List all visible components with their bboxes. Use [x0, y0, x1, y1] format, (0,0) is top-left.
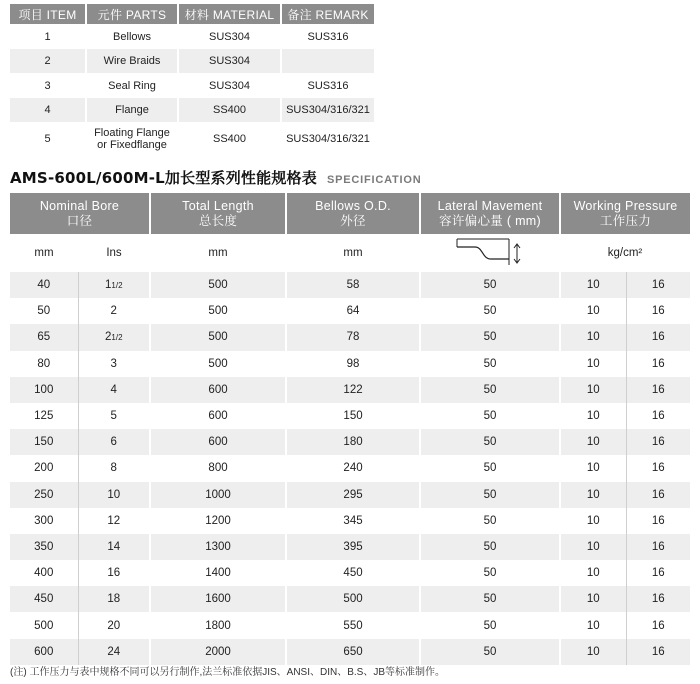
bore-ins: [78, 429, 150, 455]
bore-ins-whole: 2: [110, 305, 117, 318]
bore-ins: [78, 612, 150, 638]
bore-mm: 200: [10, 455, 78, 481]
header-remark: 备注 REMARK: [281, 4, 374, 24]
pressure-high: 16: [626, 455, 690, 481]
bore-ins-whole: 10: [107, 488, 121, 501]
spec-heading: [10, 167, 421, 189]
unit-ins: Ins: [78, 234, 150, 272]
table-row: [10, 508, 690, 534]
bellows-od: 295: [286, 482, 420, 508]
pressure-low: 10: [560, 351, 626, 377]
bore-mm: 450: [10, 586, 78, 612]
bore-mm: 400: [10, 560, 78, 586]
total-length: 500: [150, 324, 286, 350]
total-length: 2000: [150, 639, 286, 665]
part-remark: SUS316: [281, 73, 374, 98]
bore-mm: 65: [10, 324, 78, 350]
pressure-high: 16: [626, 403, 690, 429]
pressure-high: 16: [626, 272, 690, 298]
part-material: SUS304: [178, 73, 281, 98]
pressure-high: 16: [626, 482, 690, 508]
pressure-high: 16: [626, 351, 690, 377]
bore-mm: 300: [10, 508, 78, 534]
bore-mm: 500: [10, 612, 78, 638]
bore-ins: [78, 351, 150, 377]
pressure-low: 10: [560, 508, 626, 534]
bore-mm: 150: [10, 429, 78, 455]
bellows-od: 550: [286, 612, 420, 638]
lateral-diagram-cell: [420, 234, 560, 272]
header-lateral-movement-cn: 容许偏心量 ( mm): [439, 213, 541, 228]
bellows-od: 64: [286, 298, 420, 324]
bore-ins-fraction: 1/2: [111, 281, 123, 291]
parts-table: [10, 4, 374, 156]
header-lateral-movement: [420, 193, 560, 234]
lateral-movement: 50: [420, 298, 560, 324]
bellows-od: 180: [286, 429, 420, 455]
pressure-low: 10: [560, 298, 626, 324]
pressure-low: 10: [560, 324, 626, 350]
footnote: (注) 工作压力与表中规格不同可以另行制作,法兰标准依据JIS、ANSI、DIN、B.S、JB等标准制作。: [10, 667, 446, 678]
total-length: 600: [150, 403, 286, 429]
pressure-high: 16: [626, 429, 690, 455]
unit-od: mm: [286, 234, 420, 272]
part-name: [86, 122, 178, 156]
header-working-pressure-cn: 工作压力: [599, 213, 652, 228]
bore-ins-whole: 16: [107, 567, 121, 580]
header-bellows-od: [286, 193, 420, 234]
bore-ins-whole: 2: [104, 331, 112, 344]
bore-ins: [78, 455, 150, 481]
spec-title: AMS-600L/600M-L加长型系列性能规格表: [10, 169, 317, 187]
pressure-low: 10: [560, 560, 626, 586]
bellows-od: 345: [286, 508, 420, 534]
bellows-od: 450: [286, 560, 420, 586]
part-name: Bellows: [86, 24, 178, 49]
pressure-low: 10: [560, 429, 626, 455]
item-number: 1: [10, 24, 86, 49]
table-row: [10, 586, 690, 612]
item-number: 5: [10, 122, 86, 156]
bellows-od: 58: [286, 272, 420, 298]
pressure-high: 16: [626, 324, 690, 350]
total-length: 1300: [150, 534, 286, 560]
bellows-od: 122: [286, 377, 420, 403]
bore-mm: 600: [10, 639, 78, 665]
total-length: 1800: [150, 612, 286, 638]
pressure-low: 10: [560, 612, 626, 638]
lateral-movement: 50: [420, 403, 560, 429]
pressure-low: 10: [560, 534, 626, 560]
lateral-movement: 50: [420, 508, 560, 534]
lateral-movement: 50: [420, 351, 560, 377]
header-working-pressure: [560, 193, 690, 234]
bore-ins-whole: 6: [110, 436, 117, 449]
pressure-high: 16: [626, 534, 690, 560]
pressure-high: 16: [626, 639, 690, 665]
part-name: Wire Braids: [86, 49, 178, 73]
units-row: [10, 234, 690, 272]
header-total-length: [150, 193, 286, 234]
lateral-movement: 50: [420, 586, 560, 612]
parts-header-row: [10, 4, 374, 24]
bore-ins-whole: 12: [107, 514, 121, 527]
part-remark: SUS316: [281, 24, 374, 49]
unit-pressure: kg/cm²: [560, 234, 690, 272]
lateral-movement: 50: [420, 429, 560, 455]
unit-length: mm: [150, 234, 286, 272]
bellows-od: 150: [286, 403, 420, 429]
table-row: [10, 403, 690, 429]
bore-ins: [78, 272, 150, 298]
bore-mm: 40: [10, 272, 78, 298]
bore-mm: 80: [10, 351, 78, 377]
pressure-low: 10: [560, 403, 626, 429]
bore-ins-whole: 4: [110, 383, 117, 396]
item-number: 2: [10, 49, 86, 73]
table-row: [10, 560, 690, 586]
bellows-od: 240: [286, 455, 420, 481]
table-row: [10, 73, 374, 98]
table-row: [10, 98, 374, 122]
total-length: 1600: [150, 586, 286, 612]
header-total-length-cn: 总长度: [198, 213, 238, 228]
spec-subtitle: SPECIFICATION: [326, 174, 422, 186]
lateral-offset-diagram-icon: [455, 236, 525, 268]
part-material: SUS304: [178, 49, 281, 73]
part-name-line2: or Fixedflange: [97, 139, 167, 151]
pressure-high: 16: [626, 560, 690, 586]
part-remark: SUS304/316/321: [281, 122, 374, 156]
table-row: [10, 122, 374, 156]
bore-mm: 250: [10, 482, 78, 508]
pressure-high: 16: [626, 377, 690, 403]
bore-mm: 350: [10, 534, 78, 560]
table-row: [10, 24, 374, 49]
total-length: 600: [150, 429, 286, 455]
spec-header-row: [10, 193, 690, 234]
bore-ins: [78, 298, 150, 324]
total-length: 500: [150, 298, 286, 324]
header-nominal-bore: [10, 193, 150, 234]
part-name-line1: Floating Flange: [94, 127, 170, 139]
table-row: [10, 482, 690, 508]
bellows-od: 500: [286, 586, 420, 612]
part-material: SS400: [178, 122, 281, 156]
lateral-movement: 50: [420, 482, 560, 508]
bellows-od: 98: [286, 351, 420, 377]
table-row: [10, 429, 690, 455]
pressure-high: 16: [626, 586, 690, 612]
total-length: 500: [150, 272, 286, 298]
lateral-movement: 50: [420, 455, 560, 481]
bore-ins: [78, 508, 150, 534]
bellows-od: 395: [286, 534, 420, 560]
bore-ins: [78, 586, 150, 612]
bore-ins-fraction: 1/2: [111, 333, 123, 343]
bore-ins-whole: 18: [107, 593, 121, 606]
pressure-low: 10: [560, 272, 626, 298]
pressure-low: 10: [560, 586, 626, 612]
lateral-movement: 50: [420, 324, 560, 350]
bore-ins-whole: 24: [107, 645, 121, 658]
item-number: 4: [10, 98, 86, 122]
header-working-pressure-en: Working Pressure: [573, 198, 678, 213]
table-row: [10, 377, 690, 403]
total-length: 600: [150, 377, 286, 403]
table-row: [10, 351, 690, 377]
pressure-low: 10: [560, 455, 626, 481]
header-parts: 元件 PARTS: [86, 4, 178, 24]
header-bellows-od-en: Bellows O.D.: [315, 198, 391, 213]
lateral-movement: 50: [420, 639, 560, 665]
bore-ins: [78, 324, 150, 350]
part-name: Flange: [86, 98, 178, 122]
table-row: [10, 298, 690, 324]
lateral-movement: 50: [420, 560, 560, 586]
table-row: [10, 639, 690, 665]
total-length: 1000: [150, 482, 286, 508]
bore-ins-whole: 3: [110, 357, 117, 370]
part-remark: SUS304/316/321: [281, 98, 374, 122]
table-row: [10, 272, 690, 298]
bellows-od: 78: [286, 324, 420, 350]
bore-ins: [78, 403, 150, 429]
header-material: 材料 MATERIAL: [178, 4, 281, 24]
bore-ins: [78, 560, 150, 586]
header-item: 项目 ITEM: [10, 4, 86, 24]
lateral-movement: 50: [420, 377, 560, 403]
header-total-length-en: Total Length: [182, 198, 254, 213]
bore-ins: [78, 482, 150, 508]
total-length: 1400: [150, 560, 286, 586]
header-nominal-bore-en: Nominal Bore: [39, 198, 120, 213]
lateral-movement: 50: [420, 534, 560, 560]
bore-ins-whole: 1: [104, 279, 112, 292]
bore-ins: [78, 377, 150, 403]
bore-ins-whole: 5: [110, 410, 117, 423]
table-row: [10, 49, 374, 73]
bore-mm: 125: [10, 403, 78, 429]
table-row: [10, 534, 690, 560]
spec-table: [10, 193, 690, 665]
pressure-low: 10: [560, 377, 626, 403]
bore-ins: [78, 639, 150, 665]
pressure-high: 16: [626, 298, 690, 324]
bore-ins-whole: 8: [110, 462, 117, 475]
pressure-high: 16: [626, 508, 690, 534]
lateral-movement: 50: [420, 272, 560, 298]
bore-ins-whole: 20: [107, 619, 121, 632]
total-length: 800: [150, 455, 286, 481]
unit-mm: mm: [10, 234, 78, 272]
table-row: [10, 455, 690, 481]
pressure-high: 16: [626, 612, 690, 638]
pressure-low: 10: [560, 482, 626, 508]
header-nominal-bore-cn: 口径: [66, 213, 93, 228]
item-number: 3: [10, 73, 86, 98]
bore-mm: 50: [10, 298, 78, 324]
total-length: 1200: [150, 508, 286, 534]
header-lateral-movement-en: Lateral Mavement: [437, 198, 543, 213]
part-remark: [281, 49, 374, 73]
bore-ins-whole: 14: [107, 540, 121, 553]
bore-ins: [78, 534, 150, 560]
header-bellows-od-cn: 外径: [340, 213, 366, 228]
lateral-movement: 50: [420, 612, 560, 638]
bellows-od: 650: [286, 639, 420, 665]
part-material: SS400: [178, 98, 281, 122]
table-row: [10, 324, 690, 350]
part-material: SUS304: [178, 24, 281, 49]
pressure-low: 10: [560, 639, 626, 665]
part-name: Seal Ring: [86, 73, 178, 98]
total-length: 500: [150, 351, 286, 377]
bore-mm: 100: [10, 377, 78, 403]
table-row: [10, 612, 690, 638]
